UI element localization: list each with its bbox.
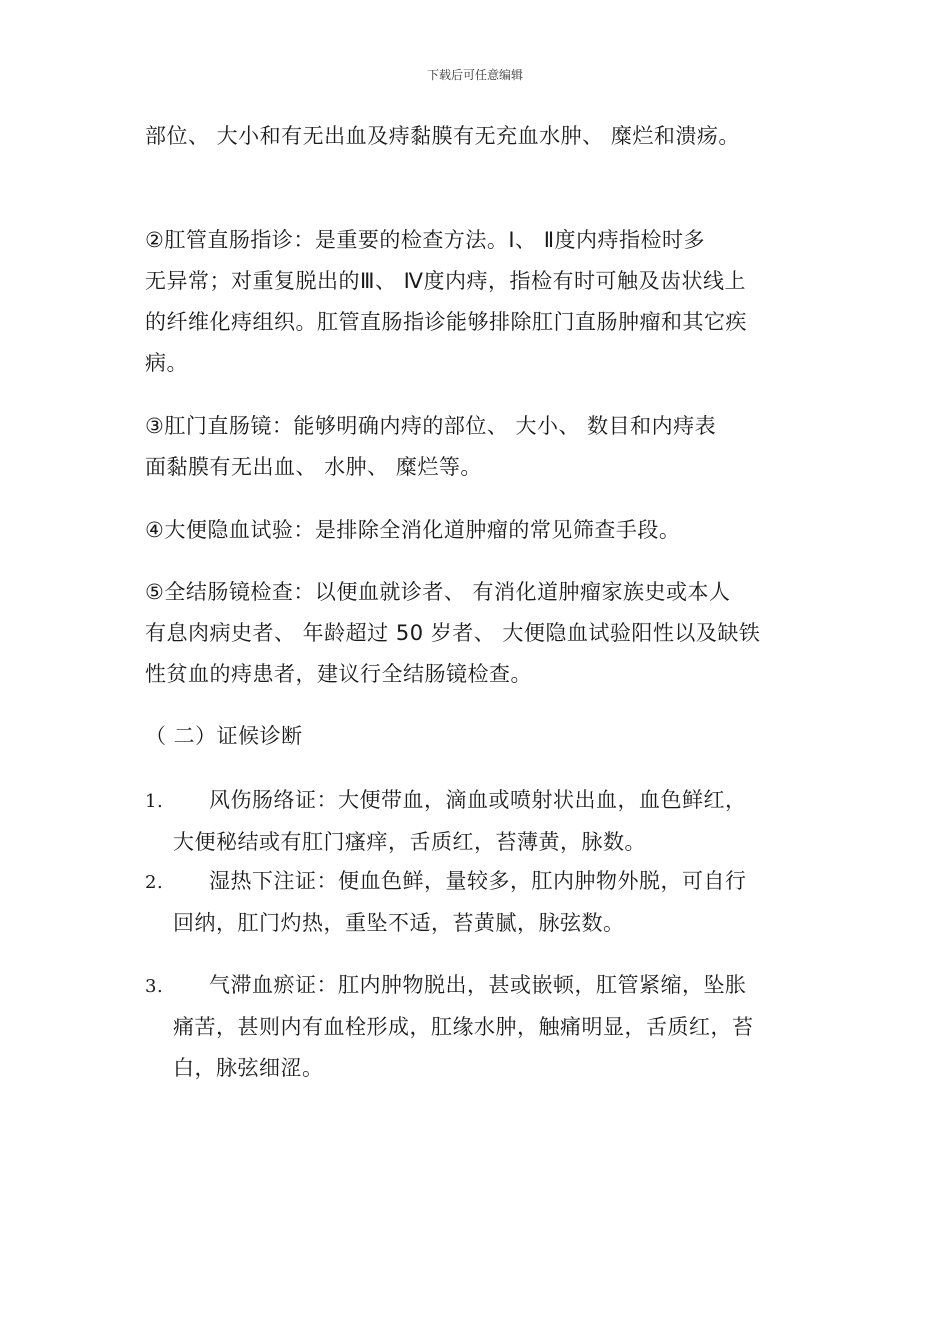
text-line: 性贫血的痔患者，建议行全结肠镜检查。 bbox=[145, 662, 532, 686]
list-number: 2. bbox=[145, 872, 164, 893]
text-line: ④大便隐血试验：是排除全消化道肿瘤的常见筛查手段。 bbox=[145, 518, 681, 542]
page-header: 下载后可任意编辑 bbox=[426, 68, 523, 82]
list-text-continued: 大便秘结或有肛门瘙痒，舌质红，苔薄黄，脉数。 bbox=[173, 830, 646, 854]
text-line: ③肛门直肠镜：能够明确内痔的部位、 大小、 数目和内痔表 bbox=[145, 414, 717, 438]
paragraph-occult-blood bbox=[145, 510, 810, 551]
paragraph-exam-findings bbox=[145, 116, 810, 157]
list-item bbox=[145, 861, 810, 944]
paragraph-digital-rectal-exam bbox=[145, 220, 810, 384]
text-line: 部位、 大小和有无出血及痔黏膜有无充血水肿、 糜烂和溃疡。 bbox=[145, 124, 740, 148]
list-item-first-line bbox=[145, 861, 810, 903]
paragraph-colonoscopy bbox=[145, 572, 810, 695]
list-text-continued: 回纳，肛门灼热，重坠不适，苔黄腻，脉弦数。 bbox=[173, 911, 625, 935]
list-text: 风伤肠络证：大便带血，滴血或喷射状出血，血色鲜红， bbox=[209, 788, 747, 812]
text-line: 的纤维化痔组织。肛管直肠指诊能够排除肛门直肠肿瘤和其它疾 bbox=[145, 310, 747, 334]
list-text-continued: 痛苦，甚则内有血栓形成，肛缘水肿，触痛明显，舌质红，苔 bbox=[173, 1015, 754, 1039]
text-line: 无异常；对重复脱出的Ⅲ、 Ⅳ度内痔，指检有时可触及齿状线上 bbox=[145, 269, 747, 293]
text-line: ②肛管直肠指诊：是重要的检查方法。Ⅰ、 Ⅱ度内痔指检时多 bbox=[145, 228, 706, 252]
paragraph-anoscopy bbox=[145, 406, 810, 488]
list-item-first-line bbox=[145, 965, 810, 1007]
list-number: 1. bbox=[145, 791, 164, 812]
list-number: 3. bbox=[145, 976, 164, 997]
list-item bbox=[145, 965, 810, 1089]
section-heading bbox=[145, 716, 810, 757]
text-line: 病。 bbox=[145, 351, 188, 375]
list-text-continued: 白，脉弦细涩。 bbox=[173, 1056, 324, 1080]
list-item-first-line bbox=[145, 780, 810, 822]
list-text: 湿热下注证：便血色鲜，量较多，肛内肿物外脱，可自行 bbox=[209, 869, 747, 893]
list-item bbox=[145, 780, 810, 863]
text-line: 有息肉病史者、 年龄超过 50 岁者、 大便隐血试验阳性以及缺铁 bbox=[145, 621, 761, 645]
text-line: ⑤全结肠镜检查：以便血就诊者、 有消化道肿瘤家族史或本人 bbox=[145, 580, 731, 604]
section-title: （ 二）证候诊断 bbox=[145, 724, 303, 748]
text-line: 面黏膜有无出血、 水肿、 糜烂等。 bbox=[145, 455, 482, 479]
list-text: 气滞血瘀证：肛内肿物脱出，甚或嵌顿，肛管紧缩，坠胀 bbox=[209, 973, 747, 997]
